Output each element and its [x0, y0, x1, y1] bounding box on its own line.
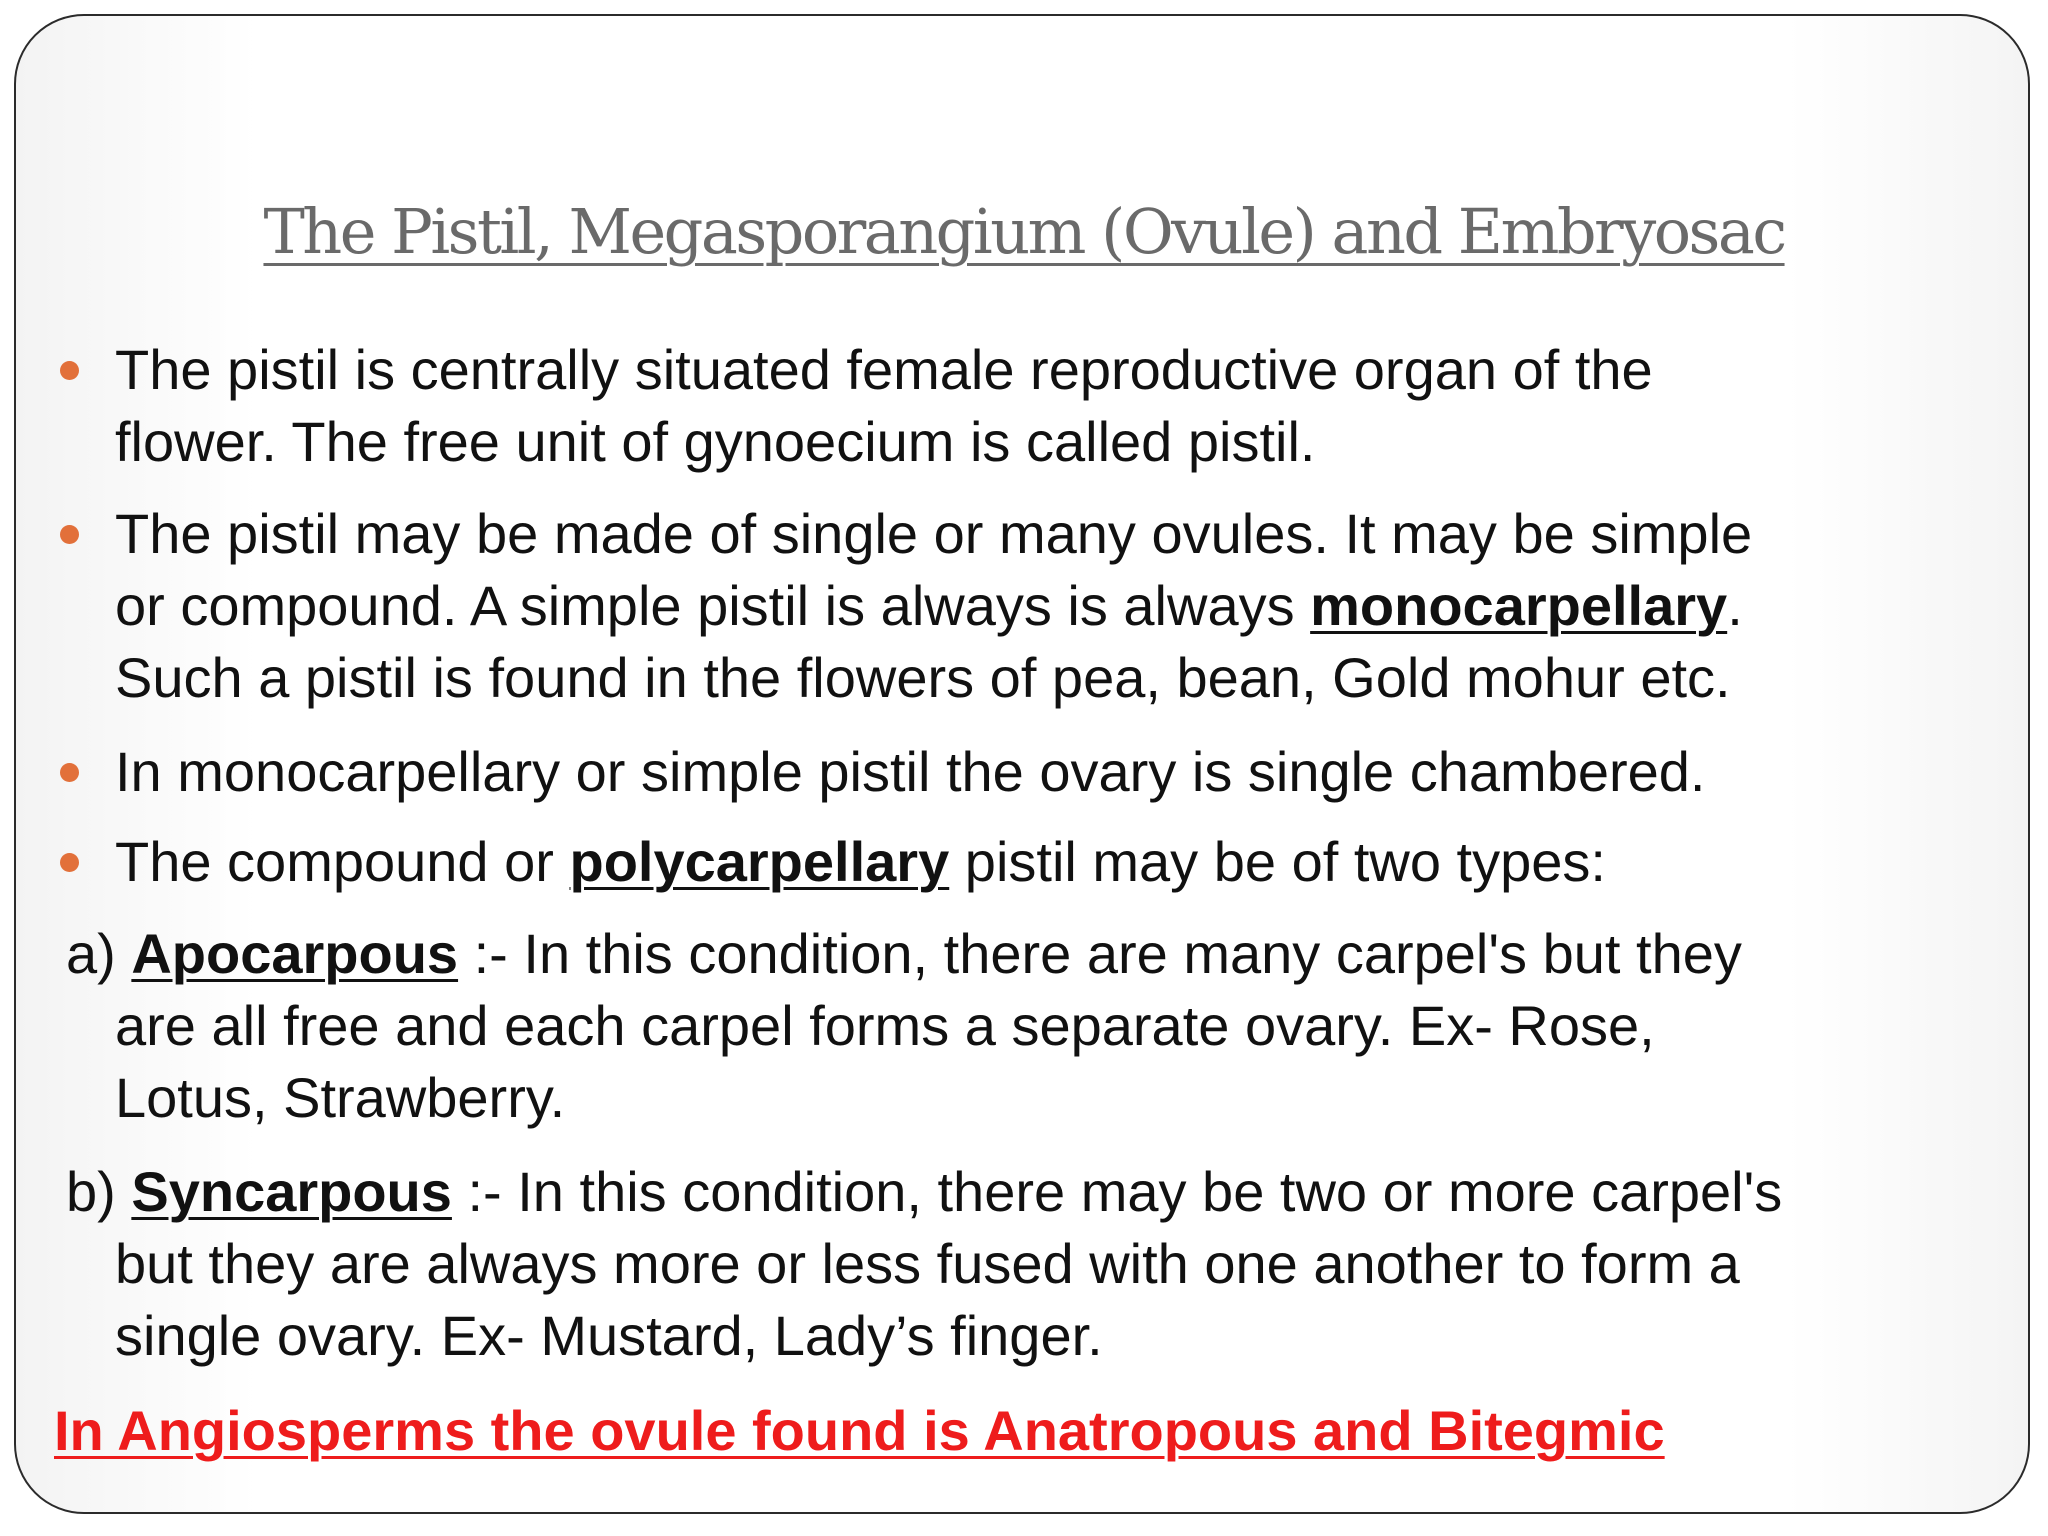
- term-monocarpellary: monocarpellary: [1310, 574, 1728, 637]
- highlight-note: In Angiosperms the ovule found is Anatropous and Bitegmic: [54, 1399, 1665, 1462]
- type-a-line-2: are all free and each carpel forms a separate ovary. Ex- Rose,: [115, 994, 1655, 1057]
- type-a-line-3: Lotus, Strawberry.: [115, 1066, 566, 1129]
- bullet-2: [115, 498, 2015, 714]
- type-a-prefix: a): [66, 922, 132, 985]
- type-b-first-line: [66, 1156, 1782, 1228]
- bullet-2-line-3: Such a pistil is found in the flowers of pea, bean, Gold mohur etc.: [115, 646, 1731, 709]
- type-b-prefix: b): [66, 1160, 132, 1223]
- bullet-1-line-1: The pistil is centrally situated female reproductive organ of the: [115, 338, 1653, 401]
- bullet-2-text: or compound. A simple pistil is always is always: [115, 574, 1311, 637]
- slide-title: The Pistil, Megasporangium (Ovule) and Embryosac: [263, 195, 1785, 268]
- term-polycarpellary: polycarpellary: [569, 830, 950, 893]
- bullet-dot-icon: [60, 763, 79, 782]
- bullet-dot-icon: [60, 853, 79, 872]
- type-b-line-2: but they are always more or less fused with one another to form a: [115, 1232, 1740, 1295]
- bullet-2-line-2: [115, 570, 2015, 642]
- bullet-4-line-1: [115, 826, 2015, 898]
- bullet-3-line-1: In monocarpellary or simple pistil the ovary is single chambered.: [115, 740, 1706, 803]
- type-b-continuation: [115, 1228, 2015, 1372]
- bullet-2-line-1: The pistil may be made of single or many ovules. It may be simple: [115, 502, 1753, 565]
- term-apocarpous: Apocarpous: [131, 922, 459, 985]
- bullet-1-line-2: flower. The free unit of gynoecium is called pistil.: [115, 410, 1316, 473]
- bullet-4: [115, 826, 2015, 898]
- bullet-dot-icon: [60, 361, 79, 380]
- type-a-first-line: [66, 918, 1742, 990]
- bullet-dot-icon: [60, 525, 79, 544]
- type-a-text: :- In this condition, there are many carpel's but they: [458, 922, 1742, 985]
- type-b-text: :- In this condition, there may be two or more carpel's: [451, 1160, 1783, 1223]
- bullet-4-text: The compound or: [115, 830, 570, 893]
- type-a-continuation: [115, 990, 2015, 1134]
- bullet-4-text-after: pistil may be of two types:: [949, 830, 1606, 893]
- bullet-2-period: .: [1727, 574, 1743, 637]
- type-b-line-3: single ovary. Ex- Mustard, Lady’s finger.: [115, 1304, 1103, 1367]
- term-syncarpous: Syncarpous: [131, 1160, 452, 1223]
- bullet-3: [115, 736, 2015, 808]
- bullet-1: [115, 334, 2015, 478]
